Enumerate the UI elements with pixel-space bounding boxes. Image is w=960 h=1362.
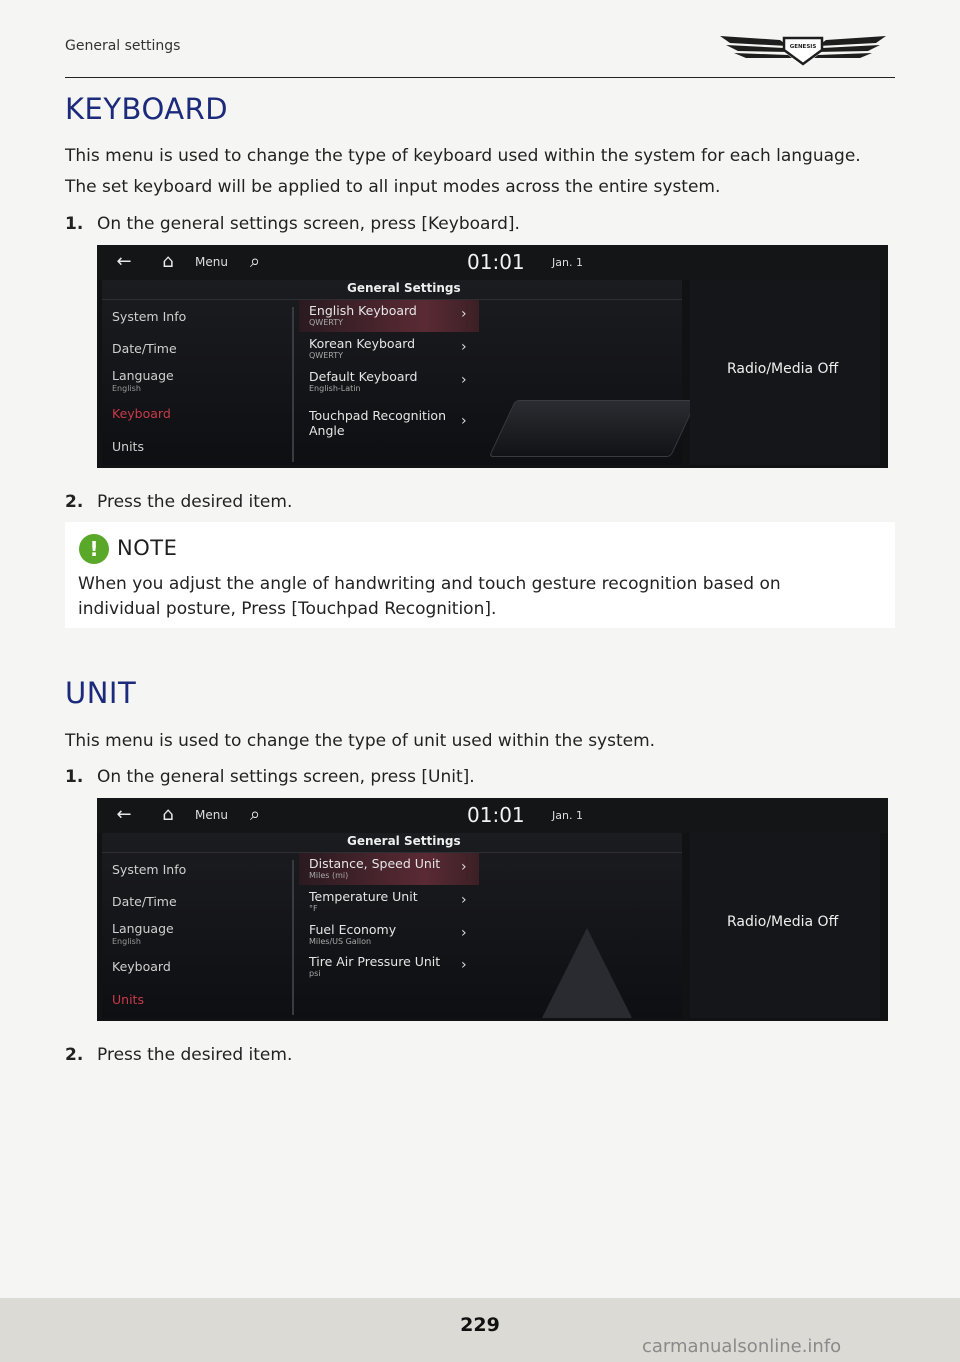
step-text: On the general settings screen, press [Keyboard]. bbox=[97, 214, 520, 234]
row-label: Tire Air Pressure Unit bbox=[309, 954, 441, 969]
sidebar-item-units[interactable]: Units bbox=[112, 992, 144, 1007]
row-label: Default Keyboard bbox=[309, 369, 418, 384]
step-text: Press the desired item. bbox=[97, 1045, 293, 1065]
sidebar-item-keyboard[interactable]: Keyboard bbox=[112, 406, 171, 421]
unit-step-2 bbox=[65, 1045, 292, 1065]
back-arrow-icon[interactable]: ← bbox=[116, 804, 132, 825]
keyboard-paragraph-2: The set keyboard will be applied to all input modes across the entire system. bbox=[65, 177, 721, 197]
panel-title: General Settings bbox=[347, 281, 461, 295]
row-label: English Keyboard bbox=[309, 303, 417, 318]
row-label-line-2: Angle bbox=[309, 423, 345, 438]
row-label: Fuel Economy bbox=[309, 922, 397, 937]
search-icon[interactable]: ⌕ bbox=[249, 804, 261, 825]
step-number: 1. bbox=[65, 214, 84, 234]
genesis-logo bbox=[718, 30, 888, 68]
clock-time: 01:01 bbox=[467, 803, 525, 827]
sidebar-item-date-time[interactable]: Date/Time bbox=[112, 894, 177, 909]
media-status-text: Radio/Media Off bbox=[727, 361, 839, 377]
back-arrow-icon[interactable]: ← bbox=[116, 251, 132, 272]
step-number: 1. bbox=[65, 767, 84, 787]
clock-date: Jan. 1 bbox=[552, 256, 583, 269]
row-sub: Miles (mi) bbox=[309, 871, 349, 880]
row-label bbox=[309, 408, 446, 438]
media-status-text: Radio/Media Off bbox=[727, 914, 839, 930]
keyboard-heading: KEYBOARD bbox=[65, 92, 229, 126]
keyboard-settings-screenshot bbox=[97, 245, 888, 468]
chevron-right-icon: › bbox=[461, 413, 467, 429]
settings-row-tire-air-pressure-unit[interactable] bbox=[299, 951, 479, 983]
note-text: When you adjust the angle of handwriting and touch gesture recognition based on individual posture, Press [Touchpad Recognition]. bbox=[78, 574, 781, 619]
sidebar-item-language[interactable] bbox=[112, 921, 174, 946]
unit-settings-screenshot bbox=[97, 798, 888, 1021]
unit-heading: UNIT bbox=[65, 676, 137, 710]
settings-row-fuel-economy[interactable] bbox=[299, 919, 479, 951]
step-number: 2. bbox=[65, 1045, 84, 1065]
row-label: Temperature Unit bbox=[309, 889, 418, 904]
settings-row-default-keyboard[interactable] bbox=[299, 366, 479, 398]
settings-row-touchpad-recognition[interactable] bbox=[299, 405, 479, 439]
note-label: NOTE bbox=[117, 536, 178, 560]
chevron-right-icon: › bbox=[461, 372, 467, 388]
sidebar-item-sub: English bbox=[112, 937, 141, 946]
page-header-title: General settings bbox=[65, 38, 181, 54]
home-icon[interactable]: ⌂ bbox=[162, 804, 174, 825]
row-sub: English-Latin bbox=[309, 384, 361, 393]
sidebar-item-system-info[interactable]: System Info bbox=[112, 309, 187, 324]
ruler-illustration bbox=[542, 928, 632, 1018]
chevron-right-icon: › bbox=[461, 859, 467, 875]
watermark: carmanualsonline.info bbox=[642, 1336, 842, 1357]
sidebar-item-sub: English bbox=[112, 384, 141, 393]
panel-title: General Settings bbox=[347, 834, 461, 848]
column-divider bbox=[292, 860, 294, 1015]
step-text: On the general settings screen, press [Unit]. bbox=[97, 767, 475, 787]
warning-icon: ! bbox=[79, 534, 109, 564]
row-sub: °F bbox=[309, 904, 318, 913]
general-settings-panel bbox=[102, 833, 682, 1018]
header-divider bbox=[65, 77, 895, 78]
keyboard-paragraph-1: This menu is used to change the type of keyboard used within the system for each language. bbox=[65, 146, 861, 166]
keyboard-step-2 bbox=[65, 492, 292, 512]
settings-row-temperature-unit[interactable] bbox=[299, 886, 479, 918]
search-icon[interactable]: ⌕ bbox=[249, 251, 261, 272]
top-bar bbox=[97, 798, 888, 833]
chevron-right-icon: › bbox=[461, 306, 467, 322]
page-number: 229 bbox=[460, 1314, 500, 1336]
row-sub: QWERTY bbox=[309, 351, 344, 360]
chevron-right-icon: › bbox=[461, 925, 467, 941]
keyboard-illustration bbox=[489, 400, 698, 457]
clock-date: Jan. 1 bbox=[552, 809, 583, 822]
sidebar-item-language[interactable] bbox=[112, 368, 174, 393]
step-number: 2. bbox=[65, 492, 84, 512]
menu-button[interactable]: Menu bbox=[195, 808, 228, 822]
media-status-panel bbox=[690, 833, 880, 1018]
row-label: Distance, Speed Unit bbox=[309, 856, 441, 871]
row-sub: QWERTY bbox=[309, 318, 344, 327]
sidebar-item-units[interactable]: Units bbox=[112, 439, 144, 454]
sidebar-item-label: Language bbox=[112, 368, 174, 383]
clock-time: 01:01 bbox=[467, 250, 525, 274]
unit-paragraph-1: This menu is used to change the type of unit used within the system. bbox=[65, 731, 656, 751]
home-icon[interactable]: ⌂ bbox=[162, 251, 174, 272]
unit-step-1 bbox=[65, 767, 475, 787]
chevron-right-icon: › bbox=[461, 339, 467, 355]
chevron-right-icon: › bbox=[461, 892, 467, 908]
row-label: Korean Keyboard bbox=[309, 336, 416, 351]
keyboard-step-1 bbox=[65, 214, 520, 234]
media-status-panel bbox=[690, 280, 880, 465]
sidebar-item-system-info[interactable]: System Info bbox=[112, 862, 187, 877]
column-divider bbox=[292, 307, 294, 462]
sidebar-item-label: Language bbox=[112, 921, 174, 936]
row-sub: psi bbox=[309, 969, 321, 978]
row-label-line-1: Touchpad Recognition bbox=[309, 408, 446, 423]
settings-row-korean-keyboard[interactable] bbox=[299, 333, 479, 365]
note-box bbox=[65, 522, 895, 628]
sidebar-item-keyboard[interactable]: Keyboard bbox=[112, 959, 171, 974]
step-text: Press the desired item. bbox=[97, 492, 293, 512]
row-sub: Miles/US Gallon bbox=[309, 937, 372, 946]
sidebar-item-date-time[interactable]: Date/Time bbox=[112, 341, 177, 356]
top-bar bbox=[97, 245, 888, 280]
menu-button[interactable]: Menu bbox=[195, 255, 228, 269]
logo-wordmark: GENESIS bbox=[789, 44, 817, 50]
chevron-right-icon: › bbox=[461, 957, 467, 973]
settings-row-english-keyboard[interactable] bbox=[299, 300, 479, 332]
settings-row-distance-speed-unit[interactable] bbox=[299, 853, 479, 885]
general-settings-panel bbox=[102, 280, 682, 465]
